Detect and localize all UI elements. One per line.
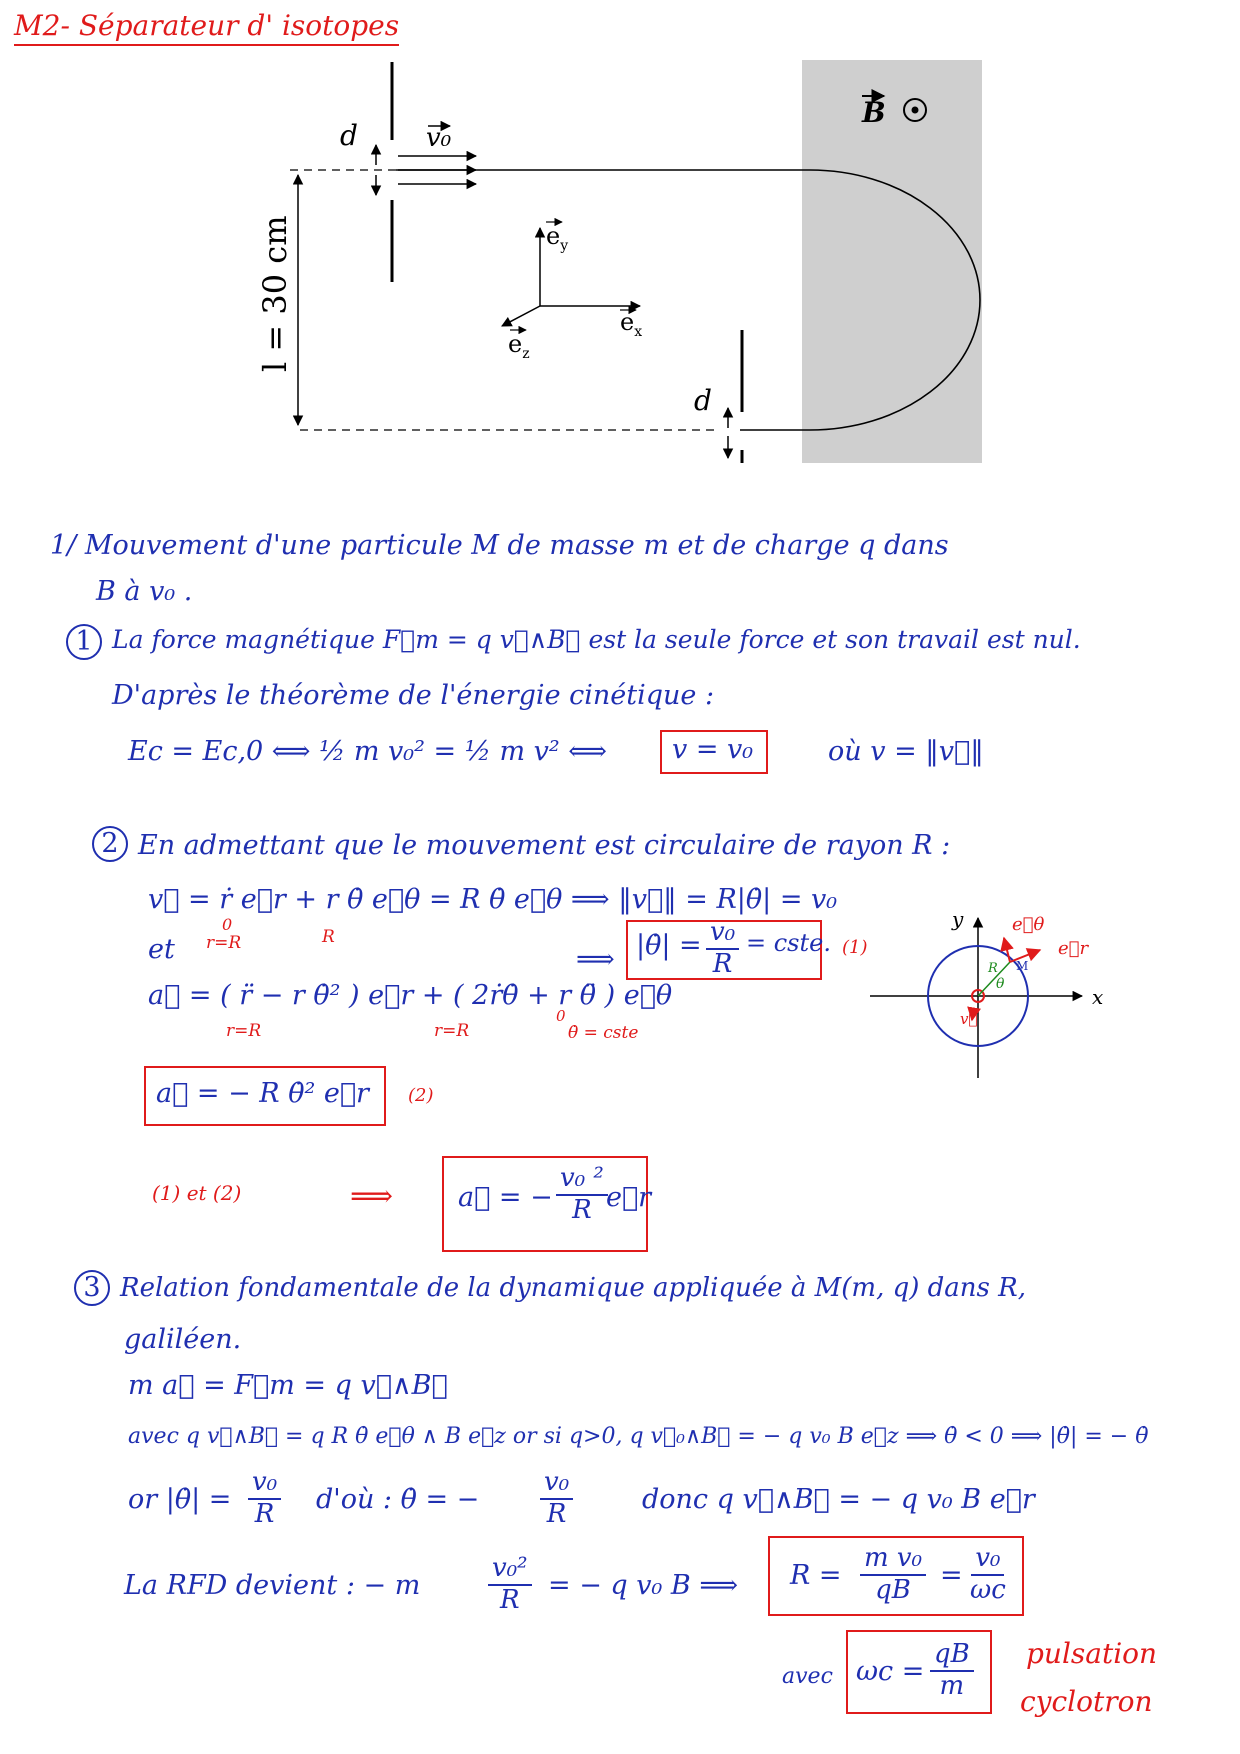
q3-line4-num: v₀ (248, 1468, 281, 1500)
q2-theta-frac (706, 918, 739, 980)
q3-result-R: R = (790, 1560, 842, 1591)
q2-final-den: R (572, 1194, 592, 1225)
field-label: B (862, 96, 886, 129)
q3-rfd-frac (488, 1554, 532, 1616)
q3-avec: avec (782, 1664, 833, 1689)
q1-number: 1 (66, 624, 102, 660)
q3-line4-num2: v₀ (540, 1468, 573, 1500)
x-axis-label: x (1092, 985, 1104, 1009)
q2-acceleration-eq: a⃗ = ( r̈ − r θ̇² ) e⃗r + ( 2ṙθ̇ + r θ̈ ) e⃗θ (148, 980, 673, 1011)
q1-line1: La force magnétique F⃗m = q v⃗∧B⃗ est la seule force et son travail est nul. (112, 625, 1081, 654)
q3-pulsation-line1: pulsation (1026, 1637, 1158, 1670)
gap-label-bottom: d (694, 384, 712, 417)
magnetic-field-region (802, 60, 982, 463)
velocity-label: v₀ (426, 123, 452, 153)
q3-line4-a: or |θ̇| = (128, 1484, 232, 1515)
q3-number: 3 (74, 1270, 110, 1306)
q2-velocity-eq: v⃗ = ṙ e⃗r + r θ̇ e⃗θ = R θ̇ e⃗θ ⟹ ‖v⃗‖ = R|θ̇| = v₀ (148, 884, 838, 915)
page-title: M2- Séparateur d' isotopes (14, 10, 399, 46)
q3-line4-b: d'où : θ̇ = − (316, 1484, 480, 1515)
q3-result-eq: = (940, 1560, 963, 1591)
length-label: l = 30 cm (256, 215, 294, 372)
etheta-vector (1004, 938, 1010, 962)
q1-line2: D'après le théorème de l'énergie cinétique : (112, 680, 715, 711)
q2-final-vec: e⃗r (606, 1182, 652, 1213)
q2-combine: (1) et (2) (152, 1181, 242, 1205)
q3-rfd-den: R (499, 1584, 520, 1615)
q2-combine-implies: ⟹ (350, 1179, 394, 1214)
q2-ann-a3: θ̇ = cste (568, 1023, 639, 1043)
y-axis-label: y (952, 907, 964, 931)
v-label: v⃗ (960, 1010, 978, 1028)
q3-rfd-num: v₀² (488, 1554, 532, 1586)
q3-line1: Relation fondamentale de la dynamique appliquée à M(m, q) dans R, (120, 1273, 1026, 1303)
ez-label: $e_z$ (508, 330, 530, 362)
q3-rfd-b: = − q v₀ B ⟹ (548, 1570, 739, 1601)
section1-heading-line2: B à v₀ . (96, 576, 193, 607)
q3-wc-den: m (939, 1670, 965, 1701)
q2-ann-R: R (322, 927, 335, 947)
circular-motion-diagram (860, 900, 1120, 1090)
q2-ann-a1: r=R (226, 1021, 262, 1041)
q3-result-frac1 (860, 1544, 926, 1606)
q3-line4-den: R (254, 1498, 275, 1529)
q3-line4-den2: R (546, 1498, 567, 1529)
r-label: R (988, 961, 998, 976)
q2-ann-a2: r=R (434, 1021, 470, 1041)
q2-final-frac (556, 1164, 608, 1226)
q2-ann-r: r=R (206, 933, 242, 953)
q2-theta-lhs: |θ̇| = (636, 930, 702, 961)
gap-label-top: d (340, 119, 358, 152)
q3-result-frac2 (966, 1544, 1010, 1606)
q3-line3: avec q v⃗∧B⃗ = q R θ̇ e⃗θ ∧ B e⃗z or si q>0, q v⃗₀∧B⃗ = − q v₀ B e⃗z ⟹ θ̇ < 0 ⟹ |θ̇| = − θ̇ (128, 1424, 1149, 1449)
theta-label: θ (996, 976, 1005, 992)
q3-rfd-a: La RFD devient : − m (124, 1570, 421, 1601)
q2-ann-a0: 0 (556, 1007, 566, 1025)
q3-line4-c: donc q v⃗∧B⃗ = − q v₀ B e⃗r (642, 1484, 1035, 1515)
q2-line1: En admettant que le mouvement est circulaire de rayon R : (138, 830, 951, 861)
q3-line2: galiléen. (124, 1324, 242, 1355)
q2-theta-num: v₀ (706, 918, 739, 950)
q1-equation: Ec = Ec,0 ⟺ ½ m v₀² = ½ m v² ⟺ (128, 736, 608, 767)
section1-heading-line1: 1/ Mouvement d'une particule M de masse m et de charge q dans (50, 530, 949, 561)
m-label: M (1016, 959, 1029, 973)
q2-implies: ⟹ (576, 944, 615, 975)
q2-final-num: v₀ ² (556, 1164, 608, 1196)
q3-result-den1: qB (875, 1574, 911, 1605)
q3-result-den2: ωc (970, 1574, 1006, 1605)
q3-line4-frac1 (248, 1468, 281, 1530)
q2-tag2: (2) (408, 1085, 434, 1106)
etheta-label: e⃗θ (1012, 914, 1045, 935)
q3-result-num1: m v₀ (860, 1544, 926, 1576)
q3-pulsation-line2: cyclotron (1020, 1685, 1153, 1718)
q3-line4-frac2 (540, 1468, 573, 1530)
q3-result-num2: v₀ (971, 1544, 1004, 1576)
isotope-separator-figure (0, 0, 1240, 480)
q2-theta-den: R (712, 948, 733, 979)
q1-result: v = v₀ (672, 734, 754, 765)
er-label: e⃗r (1058, 938, 1089, 959)
q2-ann-zero: 0 (222, 915, 233, 934)
q3-wc-frac (930, 1640, 974, 1702)
q2-theta-rhs: = cste. (746, 929, 831, 957)
q2-tag1: (1) (842, 937, 868, 958)
q3-wc-num: qB (930, 1640, 974, 1672)
q3-eq1: m a⃗ = F⃗m = q v⃗∧B⃗ (128, 1370, 448, 1401)
ey-label: $e_y$ (546, 222, 569, 254)
ex-label: $e_x$ (620, 308, 643, 340)
q1-note: où v = ‖v⃗‖ (828, 736, 984, 767)
q3-wc-lhs: ωc = (856, 1656, 925, 1687)
q2-et: et (148, 934, 175, 965)
q2-final-lhs: a⃗ = − (458, 1182, 553, 1213)
q2-result-a: a⃗ = − R θ̇² e⃗r (156, 1078, 369, 1109)
q2-number: 2 (92, 826, 128, 862)
